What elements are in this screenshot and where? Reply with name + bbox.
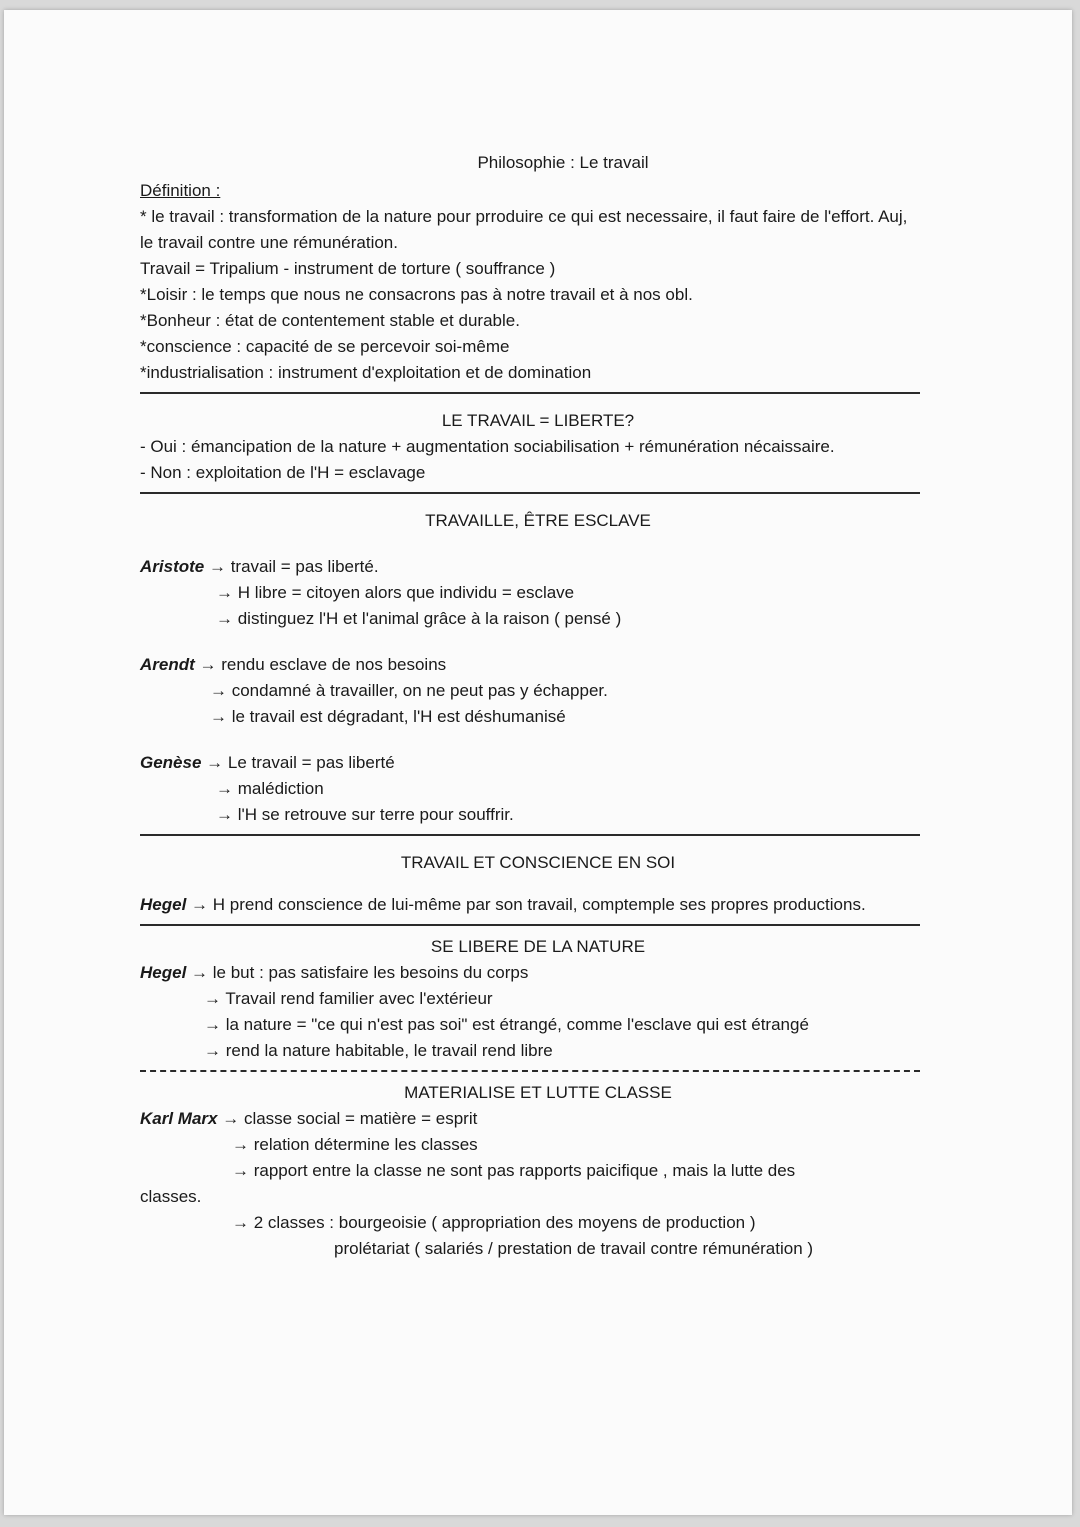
- author-name: Aristote: [140, 557, 205, 576]
- section-divider: [140, 492, 920, 494]
- proletariat-line: prolétariat ( salariés / prestation de travail contre rémunération ): [334, 1239, 814, 1258]
- author-point: → H libre = citoyen alors que individu = esclave: [216, 583, 575, 602]
- author-point: → distinguez l'H et l'animal grâce à la raison ( pensé ): [216, 609, 622, 628]
- document-body: [140, 150, 926, 1262]
- section-divider: [140, 1070, 920, 1072]
- hegel-paragraph: [140, 892, 880, 918]
- definitions-heading: Définition :: [140, 181, 221, 200]
- section-divider: [140, 924, 920, 926]
- author-name: Karl Marx: [140, 1109, 218, 1128]
- author-block-aristote: [140, 554, 926, 632]
- author-point: → l'H se retrouve sur terre pour souffrir.: [216, 805, 514, 824]
- author-statement: → rendu esclave de nos besoins: [199, 655, 447, 674]
- author-point: → rend la nature habitable, le travail rend libre: [204, 1041, 553, 1060]
- author-statement: → classe social = matière = esprit: [222, 1109, 478, 1128]
- classes-line: → 2 classes : bourgeoisie ( appropriation des moyens de production ): [232, 1213, 756, 1232]
- section-divider: [140, 392, 920, 394]
- definition-line: *conscience : capacité de se percevoir soi-même: [140, 337, 510, 356]
- section-travail-liberte: [140, 408, 926, 486]
- author-point: → Travail rend familier avec l'extérieur: [204, 989, 493, 1008]
- section-title: LE TRAVAIL = LIBERTE?: [441, 411, 635, 430]
- author-name: Hegel: [140, 895, 187, 914]
- author-point: → rapport entre la classe ne sont pas rapports paicifique , mais la lutte des: [232, 1161, 796, 1180]
- definition-line: Travail = Tripalium - instrument de torture ( souffrance ): [140, 259, 556, 278]
- author-block-arendt: [140, 652, 926, 730]
- author-statement: → Le travail = pas liberté: [206, 753, 395, 772]
- definitions-block: [140, 178, 926, 386]
- section-title: TRAVAILLE, ÊTRE ESCLAVE: [425, 511, 651, 530]
- document-page: [4, 10, 1072, 1515]
- author-statement: → H prend conscience de lui-même par son travail, comptemple ses propres productions.: [191, 895, 866, 914]
- section-title: MATERIALISE ET LUTTE CLASSE: [404, 1083, 672, 1102]
- page-title: Philosophie : Le travail: [477, 153, 649, 172]
- author-name: Hegel: [140, 963, 187, 982]
- author-point: → la nature = "ce qui n'est pas soi" est étrangé, comme l'esclave qui est étrangé: [204, 1015, 809, 1034]
- section-libere-nature: [140, 934, 926, 1064]
- author-name: Arendt: [140, 655, 195, 674]
- author-point: → le travail est dégradant, l'H est déshumanisé: [210, 707, 566, 726]
- definition-line: * le travail : transformation de la nature pour prroduire ce qui est necessaire, il faut faire de l'effort. Auj, le travail contre une rémunération.: [140, 207, 908, 252]
- author-point: → condamné à travailler, on ne peut pas y échapper.: [210, 681, 608, 700]
- section-materialisme: [140, 1080, 926, 1262]
- section-travailler-esclave: [140, 508, 926, 828]
- author-statement: → le but : pas satisfaire les besoins du corps: [191, 963, 529, 982]
- section-line: - Non : exploitation de l'H = esclavage: [140, 463, 426, 482]
- author-statement: → travail = pas liberté.: [208, 557, 379, 576]
- continuation-text: classes.: [140, 1187, 202, 1206]
- section-title: SE LIBERE DE LA NATURE: [430, 937, 646, 956]
- section-divider: [140, 834, 920, 836]
- definition-line: *industrialisation : instrument d'exploitation et de domination: [140, 363, 592, 382]
- definition-line: *Loisir : le temps que nous ne consacrons pas à notre travail et à nos obl.: [140, 285, 693, 304]
- author-name: Genèse: [140, 753, 202, 772]
- author-block-genese: [140, 750, 926, 828]
- author-point: → malédiction: [216, 779, 324, 798]
- definition-line: *Bonheur : état de contentement stable et durable.: [140, 311, 520, 330]
- author-point: → relation détermine les classes: [232, 1135, 478, 1154]
- section-line: - Oui : émancipation de la nature + augmentation sociabilisation + rémunération nécaissaire.: [140, 437, 835, 456]
- section-title: TRAVAIL ET CONSCIENCE EN SOI: [400, 853, 676, 872]
- section-conscience: [140, 850, 926, 918]
